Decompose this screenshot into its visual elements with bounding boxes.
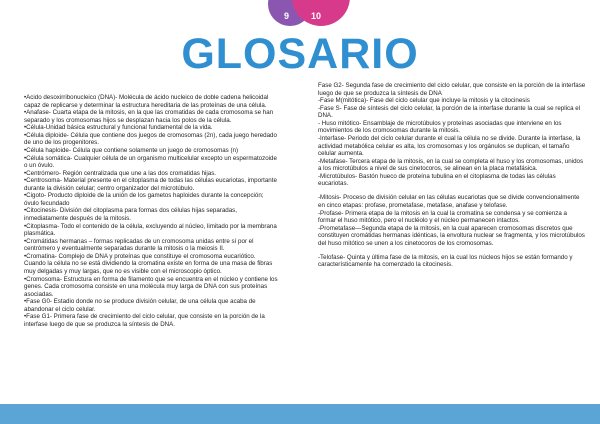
glossary-entry: •Cromátidas hermanas – formas replicadas de un cromosoma unidas entre sí por el centrómero y eventualmente separadas durante la mitosis o la meiosis II. — [24, 237, 254, 253]
glossary-entry: •Acido desoxirribonucleico (DNA)- Molécula de ácido nucleico de doble cadena helicoidal capaz de replicarse y determinar la estructura hereditaria de las proteínas de una célula. — [24, 94, 269, 109]
glossary-entry: -Microtúbulos- Bastón hueco de proteína tubulina en el citoplasma de todas las células eucariotas. — [318, 172, 556, 188]
page-number-left: 9 — [284, 11, 290, 21]
glossary-entry: -Mitosis- Proceso de división celular en las células eucariotas que se divide convencionalmente en cinco etapas: profase, prometafase, metafase, anafase y telofase. — [318, 194, 580, 209]
glossary-entry: •Cromatina- Complejo de DNA y proteínas que constituye el cromosoma eucariótico. Cuando la célula no se está dividiendo la cromatina existe en forma de una masa de fibras muy delgadas y muy largas, que no es visible con el microscopio óptico. — [24, 252, 273, 275]
glossary-right-column — [318, 82, 586, 269]
glossary-entry: - Huso mitótico- Ensamblaje de microtúbulos y proteínas asociadas que interviene en los movimientos de los cromosomas durante la mitosis. — [318, 119, 562, 135]
glossary-entry: •Fase G0- Estadio donde no se produce división celular, de una célula que acaba de abandonar el ciclo celular. — [24, 298, 256, 313]
glossary-entry: -Telofase- Quinta y última fase de la mitosis, en la cual los núcleos hijos se están formando y característicamente ha comenzado la citocinesis. — [318, 253, 573, 269]
glossary-entry: •Fase G1- Primera fase de crecimiento del ciclo celular, que consiste en la porción de la interfase luego de que se produzca la síntesis de DNA. — [24, 313, 265, 328]
glossary-entry: •Citocinesis- División del citoplasma para formas dos células hijas separadas, inmediatamente después de la mitosis. — [24, 207, 237, 222]
glossary-entry: •Anafase- Cuarta etapa de la mitosis, en la que las cromatidas de cada cromosoma se han separado y los cromosomas hijos se desplazan hacia los polos de la célula. — [24, 109, 274, 124]
glossary-entry: -Profase- Primera etapa de la mitosis en la cual la cromatina se condensa y se comienza a formar el huso mitótico, pero el nucléolo y el núcleo permanecen intactos. — [318, 209, 567, 225]
glossary-entry: -Fase S- Fase de síntesis del ciclo celular, la porción de la interfase durante la cual se replica el DNA. — [318, 104, 581, 120]
glossary-left-column — [24, 94, 278, 328]
glossary-entry: •Célula diploide- Célula que contiene dos juegos de cromosomas (2n), cada juego heredado de uno de los progenitores. — [24, 131, 277, 147]
glossary-entry: Fase G2- Segunda fase de crecimiento del ciclo celular, que consiste en la porción de la interfase luego de que se produzca la síntesis de DNA — [318, 82, 586, 97]
glossary-entry: -Prometafase—Segunda etapa de la mitosis, en la cual aparecen cromosomas discretos que constituyen cromátidas hermanas idénticas, la envoltura nuclear se fragmenta, y los microtúbulos del huso mitótico se unen a los cinetocoros de los cromosomas. — [318, 224, 585, 247]
page-number-right: 10 — [311, 11, 322, 21]
glossary-entry: •Centrosoma- Material presente en el citoplasma de todas las células eucariotas, importante durante la división celular; centro organizador del microtúbulo. — [24, 177, 277, 192]
glossary-entry: -Fase M(mitótica)- Fase del ciclo celular que incluye la mitosis y la citocinesis — [318, 97, 530, 105]
glossary-entry: •Cigoto- Producto diploide de la unión de los gametos haploides durante la concepción; óvulo fecundado — [24, 192, 264, 207]
glossary-entry: •Célula somática- Cualquier célula de un organismo multicelular excepto un espermatozoide o un óvulo. — [24, 154, 277, 170]
glossary-entry: -Interfase- Periodo del ciclo celular durante el cual la célula no se divide. Durante la interfase, la actividad metabólica celular es alta, los cromosomas y los orgánulos se duplican, el tamaño celular aumenta. — [318, 134, 581, 158]
footer-color-bar — [0, 404, 600, 424]
glossary-entry: -Metafase- Tercera etapa de la mitosis, en la cual se completa el huso y los cromosomas, unidos a los microtúbulos a nivel de sus cinetocoros, se alinean en la placa metafásica. — [318, 157, 584, 173]
glossary-entry: •Cromosoma- Estructura en forma de filamento que se encuentra en el núcleo y contiene los genes. Cada cromosoma consiste en una molécula muy larga de DNA con sus proteínas asociadas. — [24, 275, 278, 298]
glossary-entry: •Célula-Unidad básica estructural y funcional fundamental de la vida. — [24, 124, 213, 132]
glossary-entry: •Célula haploide- Célula que contiene solamente un juego de cromosomas (n) — [24, 146, 239, 154]
page-title: GLOSARIO — [181, 30, 419, 78]
glossary-entry: •Centrómero- Región centralizada que une a las dos cromatidas hijas. — [24, 169, 217, 177]
glossary-entry: •Citoplasma- Todo el contenido de la célula, excluyendo al núcleo, limitado por la membrana plasmática. — [24, 222, 277, 238]
